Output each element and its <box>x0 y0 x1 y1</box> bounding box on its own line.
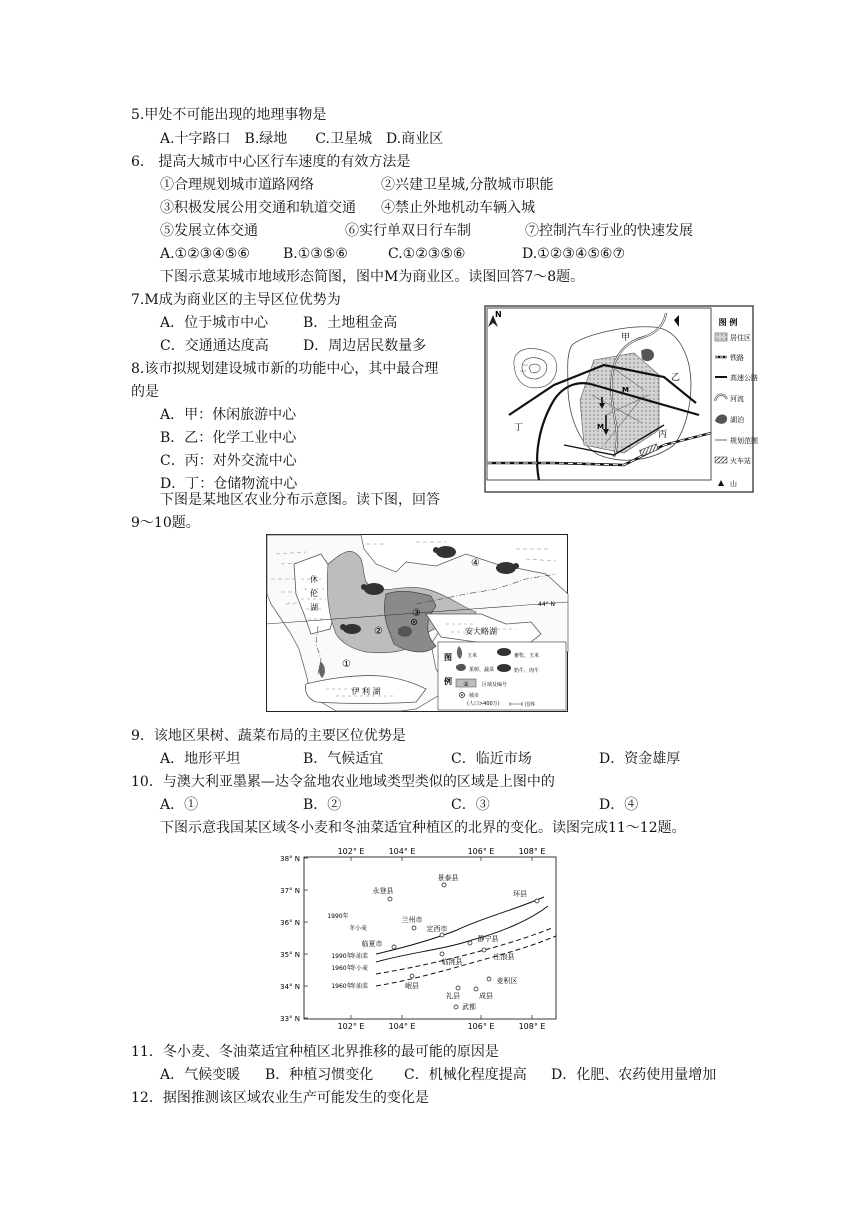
region-2: ② <box>374 626 383 637</box>
q9-option-b: B．气候适宜 <box>303 751 384 767</box>
legend-city: 城市 <box>469 693 480 699</box>
commercial-m1: M <box>622 386 629 394</box>
line-label-crop-3: 冬小麦 <box>349 965 369 972</box>
q6-item-3: ③积极发展公用交通和轨道交通 <box>160 200 356 216</box>
q6-item-7: ⑦控制汽车行业的快速发展 <box>525 223 693 239</box>
q8-stem-1: 8.该市拟规划建设城市新的功能中心，其中最合理 <box>131 361 439 377</box>
lake-huron <box>310 574 318 612</box>
q9-option-a: A．地形平坦 <box>160 751 241 767</box>
q10-option-d: D．④ <box>599 797 639 813</box>
q8-stem-2: 的是 <box>131 384 159 400</box>
county-zhuanglang: 庄浪县 <box>493 953 515 961</box>
line-label-crop-4: 冬油菜 <box>349 983 369 990</box>
intro-9-10-line1: 下图是某地区农业分布示意图。读下图，回答 <box>160 492 440 508</box>
x-tick-bottom-102: 102° E <box>337 1022 365 1031</box>
county-lintao: 临洮县 <box>441 958 463 966</box>
county-maiji: 麦积区 <box>496 977 518 985</box>
q6-item-5: ⑤发展立体交通 <box>160 223 258 239</box>
county-wudu: 武都 <box>462 1003 476 1011</box>
y-tick-33: 33° N <box>280 1015 300 1023</box>
region-1: ① <box>342 659 351 670</box>
q8-option-a: A．甲：休闲旅游中心 <box>160 407 297 423</box>
q7-option-a: A．位于城市中心 <box>160 315 269 331</box>
legend-lake: 湖泊 <box>730 416 744 424</box>
line-label-crop-1: 冬小麦 <box>348 925 368 932</box>
place-bing: 丙 <box>658 430 668 440</box>
q8-option-c: C．丙：对外交流中心 <box>160 453 297 469</box>
y-tick-36: 36° N <box>280 919 300 927</box>
q10-option-b: B．② <box>303 797 342 813</box>
legend-city-population: (人口>400万) <box>467 701 500 707</box>
q8-option-d: D．丁：仓储物流中心 <box>160 476 298 492</box>
q6-option-a: A.①②③④⑤⑥ <box>160 246 250 262</box>
q6-item-4: ④禁止外地机动车辆入城 <box>381 200 535 216</box>
lake-huron-char-1: 休 <box>310 575 318 584</box>
intro-11-12: 下图示意我国某区域冬小麦和冬油菜适宜种植区的北界的变化。读图完成11～12题。 <box>160 820 686 836</box>
legend-tu: 图 <box>444 653 452 662</box>
county-yongdeng: 永登县 <box>372 887 394 895</box>
q7-option-d: D．周边居民数量多 <box>303 338 427 354</box>
legend-railway: 铁路 <box>730 354 744 362</box>
legend-dairy-beef: 奶牛、肉牛 <box>514 668 540 674</box>
line-label-crop-2: 冬油菜 <box>349 953 369 960</box>
legend-region-number: ② <box>463 681 469 688</box>
legend-planning: 规划范围 <box>730 437 758 445</box>
legend-river: 河流 <box>730 395 744 403</box>
q9-option-c: C．临近市场 <box>451 751 532 767</box>
legend-title: 图 例 <box>718 318 738 327</box>
x-tick-bottom-104: 104° E <box>388 1022 416 1031</box>
agriculture-map-figure <box>266 534 568 712</box>
q6-item-6: ⑥实行单双日行车制 <box>345 223 471 239</box>
q6-item-2: ②兴建卫星城,分散城市职能 <box>381 177 554 193</box>
q10-option-c: C．③ <box>451 797 490 813</box>
legend-border: 国界 <box>525 702 536 708</box>
q11-option-c: C．机械化程度提高 <box>404 1067 527 1083</box>
x-tick-top-102: 102° E <box>337 847 365 856</box>
q6-option-b: B.①③⑤⑥ <box>283 246 348 262</box>
x-tick-top-106: 106° E <box>467 847 495 856</box>
county-chengxian: 成县 <box>479 992 493 1000</box>
place-yi: 乙 <box>671 373 681 383</box>
q11-option-b: B．种植习惯变化 <box>265 1067 374 1083</box>
county-jingtai: 景泰县 <box>437 874 459 882</box>
legend-li: 例 <box>444 677 452 686</box>
x-tick-top-108: 108° E <box>518 847 546 856</box>
intro-7-8: 下图示意某城市地域形态简图，图中M为商业区。读图回答7～8题。 <box>160 269 585 285</box>
q11-stem: 11．冬小麦、冬油菜适宜种植区北界推移的最可能的原因是 <box>131 1044 499 1060</box>
line-label-year-1: 1990年 <box>327 913 349 920</box>
legend-residential: 居住区 <box>730 334 751 342</box>
county-lanzhou: 兰州市 <box>401 916 423 924</box>
q9-option-d: D．资金雄厚 <box>599 751 681 767</box>
lake-ontario: 安大略湖 <box>465 627 497 636</box>
place-jia: 甲 <box>621 333 631 343</box>
q11-option-a: A．气候变暖 <box>160 1067 241 1083</box>
q7-option-b: B．土地租金高 <box>303 315 398 331</box>
y-tick-34: 34° N <box>280 983 300 991</box>
q12-stem: 12．据图推测该区域农业生产可能发生的变化是 <box>131 1090 429 1106</box>
lake-erie: 伊 利 湖 <box>351 687 381 696</box>
county-lixian: 礼县 <box>446 992 460 1000</box>
region-3: ③ <box>412 608 421 619</box>
legend-highway: 高速公路 <box>730 374 758 382</box>
x-tick-bottom-108: 108° E <box>518 1022 546 1031</box>
y-tick-37: 37° N <box>280 887 300 895</box>
y-tick-35: 35° N <box>280 951 300 959</box>
city-map-figure <box>484 305 758 493</box>
y-tick-38: 38° N <box>280 855 300 863</box>
q7-stem: 7.M成为商业区的主导区位优势为 <box>131 292 341 308</box>
legend-corn: 玉米 <box>467 653 478 659</box>
county-jingning: 静宁县 <box>477 935 499 943</box>
q10-option-a: A．① <box>160 797 199 813</box>
county-dingxi: 定西市 <box>426 925 448 933</box>
q9-stem: 9．该地区果树、蔬菜布局的主要区位优势是 <box>131 728 406 744</box>
q6-option-d: D.①②③④⑤⑥⑦ <box>522 246 626 262</box>
q11-option-d: D．化肥、农药使用量增加 <box>551 1067 717 1083</box>
commercial-m2: M <box>597 423 604 431</box>
county-huanxian: 环县 <box>513 890 527 898</box>
line-label-year-3: 1960年 <box>331 965 353 972</box>
q8-option-b: B．乙：化学工业中心 <box>160 430 297 446</box>
q6-option-c: C.①②③⑤⑥ <box>388 246 466 262</box>
q10-stem: 10．与澳大利亚墨累—达令盆地农业地域类型类似的区域是上图中的 <box>131 774 555 790</box>
q5-options: A.十字路口 B.绿地 C.卫星城 D.商业区 <box>160 131 444 147</box>
q5-stem: 5.甲处不可能出现的地理事物是 <box>131 107 327 123</box>
county-minxian: 岷县 <box>405 982 419 990</box>
north-label: N <box>495 310 502 319</box>
q7-option-c: C．交通通达度高 <box>160 338 269 354</box>
x-tick-top-104: 104° E <box>388 847 416 856</box>
legend-mountain: 山 <box>730 480 737 488</box>
legend-fruit-vegetable: 果树、蔬菜 <box>469 667 495 673</box>
q6-stem: 6. 提高大城市中心区行车速度的有效方法是 <box>131 154 411 170</box>
line-label-year-2: 1990年 <box>331 953 353 960</box>
q6-item-1: ①合理规划城市道路网络 <box>160 177 314 193</box>
lat-44n: 44° N <box>538 601 556 608</box>
agri-legend <box>438 642 566 710</box>
lake-huron-char-2: 伦 <box>310 589 318 598</box>
line-label-year-4: 1960年 <box>331 983 353 990</box>
place-ding: 丁 <box>514 423 524 433</box>
boundary-map-figure <box>262 840 572 1030</box>
legend-livestock-corn: 畜牧、玉米 <box>514 653 540 659</box>
region-4: ④ <box>471 558 480 569</box>
x-tick-bottom-106: 106° E <box>467 1022 495 1031</box>
intro-9-10-line2: 9～10题。 <box>131 515 200 531</box>
county-linxia: 临夏市 <box>361 940 383 948</box>
legend-station: 火车站 <box>730 457 751 465</box>
lake-huron-char-3: 湖 <box>310 603 318 612</box>
legend-region: 区域及编号 <box>482 682 508 688</box>
